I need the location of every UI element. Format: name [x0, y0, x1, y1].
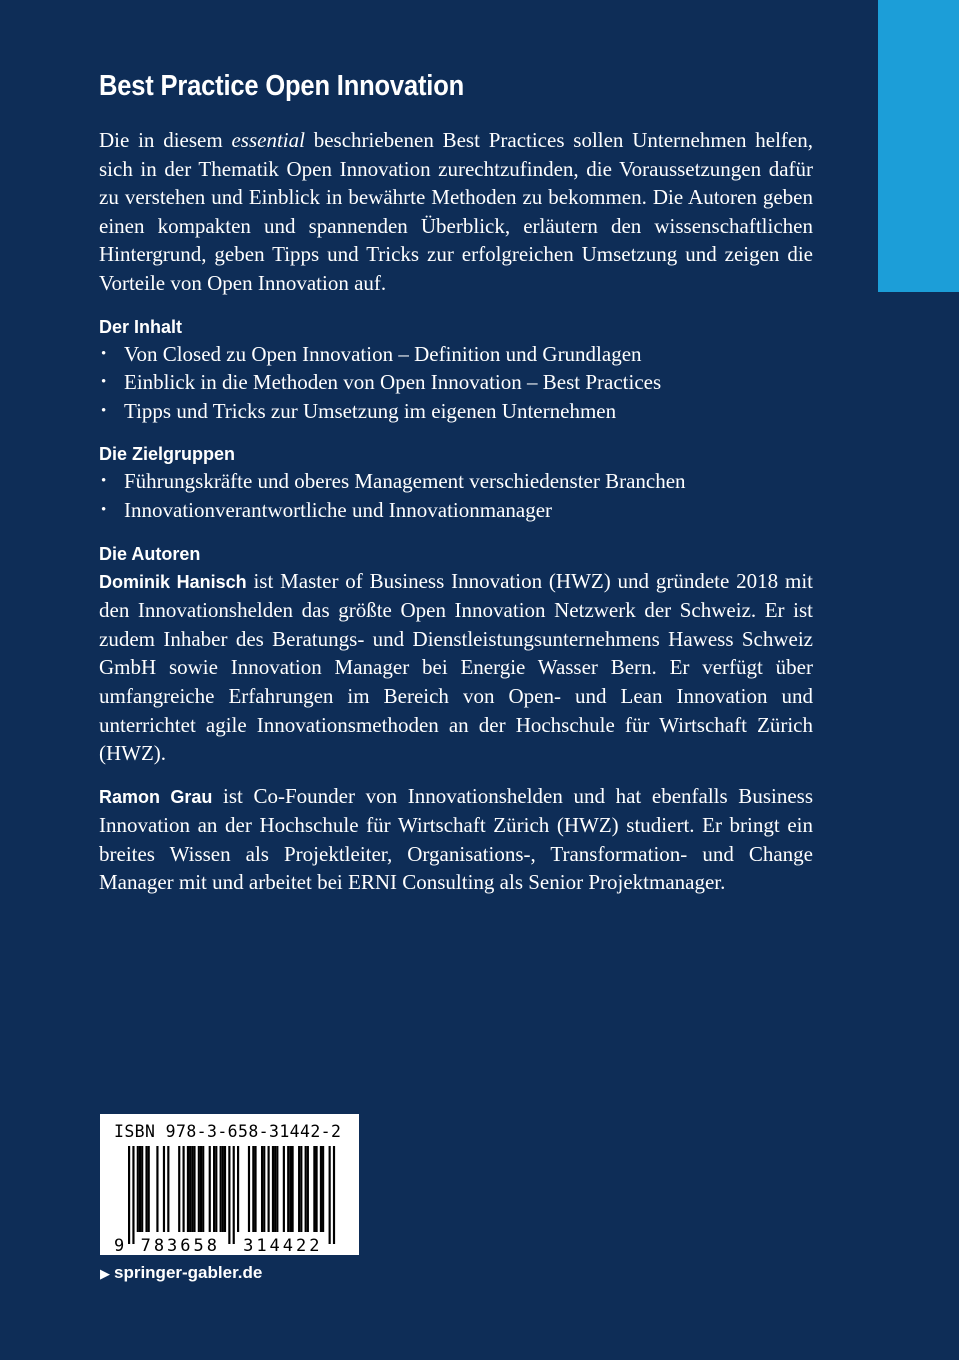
- barcode-guard-bar: [228, 1146, 230, 1244]
- barcode-bar: [139, 1146, 141, 1232]
- list-item: • Einblick in die Methoden von Open Innovation – Best Practices: [99, 368, 813, 397]
- barcode-bar: [167, 1146, 169, 1232]
- isbn-barcode: [100, 1114, 359, 1255]
- intro-text-2: beschriebenen Best Practices sollen Unternehmen helfen, sich in der Thematik Open Innovation zurechtzufinden, die Voraussetzungen dafür zu verstehen und Einblick in bewährte Methoden zu bekommen. Die Autoren geben einen kompakten und spannenden Überblick, erläutern den wissenschaftlichen Hintergrund, geben Tipps und Tricks zur erfolgreichen Umsetzung und zeigen die Vorteile von Open Innovation auf.: [99, 128, 813, 295]
- barcode-bar: [252, 1146, 254, 1232]
- author-name: Ramon Grau: [99, 786, 213, 807]
- intro-text-1: Die in diesem: [99, 128, 232, 152]
- zielgruppen-heading: Die Zielgruppen: [99, 444, 236, 465]
- barcode-guard-bar: [233, 1146, 235, 1244]
- inhalt-heading: Der Inhalt: [99, 316, 183, 337]
- barcode-bar: [248, 1146, 250, 1232]
- bullet-icon: •: [101, 374, 107, 391]
- barcode-bar: [148, 1146, 150, 1232]
- bullet-icon: •: [101, 501, 107, 518]
- barcode-bar: [178, 1146, 180, 1232]
- barcode-guard-bar: [329, 1146, 331, 1244]
- author-bio-hanisch: [99, 567, 813, 768]
- accent-strip: [878, 0, 959, 292]
- isbn-label: ISBN 978-3-658-31442-2: [114, 1122, 342, 1141]
- barcode-bar: [268, 1146, 270, 1232]
- publisher-url: springer-gabler.de: [114, 1263, 263, 1282]
- intro-paragraph: [99, 126, 813, 298]
- play-arrow-icon: ▶: [100, 1266, 110, 1281]
- barcode-bar: [215, 1146, 217, 1232]
- list-item: • Von Closed zu Open Innovation – Definition und Grundlagen: [99, 340, 813, 369]
- list-item: • Innovationverantwortliche und Innovationmanager: [99, 496, 813, 525]
- barcode-bar: [193, 1146, 195, 1232]
- barcode-guard-bar: [128, 1146, 130, 1244]
- barcode-bar: [283, 1146, 285, 1232]
- barcode-digit-group: 314422: [243, 1236, 323, 1255]
- barcode-bar: [298, 1146, 300, 1232]
- barcode-bar: [307, 1146, 309, 1232]
- bullet-icon: •: [101, 402, 107, 419]
- publisher-link[interactable]: [100, 1263, 262, 1283]
- barcode-bar: [300, 1146, 302, 1232]
- author-name: Dominik Hanisch: [99, 571, 247, 592]
- barcode-bar: [191, 1146, 193, 1232]
- barcode-bar: [263, 1146, 265, 1232]
- barcode-bar: [141, 1146, 143, 1232]
- barcode-guard-bar: [333, 1146, 335, 1244]
- barcode-guard-bar: [132, 1146, 134, 1244]
- barcode-bar: [320, 1146, 322, 1232]
- barcode-bar: [322, 1146, 324, 1232]
- inhalt-list: [99, 340, 813, 426]
- barcode-bar: [222, 1146, 224, 1232]
- barcode-bar: [209, 1146, 211, 1232]
- barcode-bar: [183, 1146, 185, 1232]
- bullet-icon: •: [101, 345, 107, 362]
- barcode-bar: [287, 1146, 289, 1232]
- barcode-bar: [198, 1146, 200, 1232]
- barcode-bar: [272, 1146, 274, 1232]
- back-cover-content: [99, 70, 813, 897]
- barcode-bar: [315, 1146, 317, 1232]
- list-item: • Führungskräfte und oberes Management verschiedenster Branchen: [99, 467, 813, 496]
- barcode-bar: [163, 1146, 165, 1232]
- author-bio-text: ist Master of Business Innovation (HWZ) und gründete 2018 mit den Innovationshelden das größte Open Innovation Netzwerk der Schweiz. Er ist zudem Inhaber des Beratungs- und Dienstleistungsunternehmens Hawess Schweiz GmbH sowie Innovation Manager bei Energie Wasser Bern. Er verfügt über umfangreiche Erfahrungen im Bereich von Open- und Lean Innovation und unterrichtet agile Innovationsmethoden an der Hochschule für Wirtschaft Zürich (HWZ).: [99, 568, 814, 766]
- barcode-bar: [274, 1146, 276, 1232]
- author-bio-text: ist Co-Founder von Innovationshelden und hat ebenfalls Business Innovation an der Hochschule für Wirtschaft Zürich (HWZ) studiert. Er bringt ein breites Wissen als Projektleiter, Organisations-, Transformation- und Change Manager mit und arbeitet bei ERNI Consulting als Senior Projektmanager.: [99, 783, 813, 895]
- author-bio-grau: [99, 782, 813, 897]
- barcode-bars: [100, 1114, 359, 1255]
- barcode-bar: [137, 1146, 139, 1232]
- barcode-bar: [313, 1146, 315, 1232]
- autoren-heading: Die Autoren: [99, 543, 201, 564]
- book-title: Best Practice Open Innovation: [99, 70, 465, 102]
- barcode-bar: [156, 1146, 158, 1232]
- barcode-bar: [213, 1146, 215, 1232]
- barcode-bar: [187, 1146, 189, 1232]
- barcode-bar: [145, 1146, 147, 1232]
- barcode-digit-group: 9: [114, 1236, 125, 1255]
- barcode-digit-group: 783658: [140, 1236, 221, 1255]
- barcode-bar: [254, 1146, 256, 1232]
- barcode-bar: [276, 1146, 278, 1232]
- barcode-bar: [237, 1146, 239, 1232]
- barcode-bar: [261, 1146, 263, 1232]
- barcode-bar: [202, 1146, 204, 1232]
- barcode-bar: [292, 1146, 294, 1232]
- intro-emphasis: essential: [231, 128, 305, 152]
- zielgruppen-list: [99, 467, 813, 524]
- barcode-bar: [224, 1146, 226, 1232]
- bullet-icon: •: [101, 473, 107, 490]
- barcode-bar: [200, 1146, 202, 1232]
- barcode-bar: [189, 1146, 191, 1232]
- barcode-bar: [220, 1146, 222, 1232]
- list-item: • Tipps und Tricks zur Umsetzung im eigenen Unternehmen: [99, 397, 813, 426]
- barcode-bar: [305, 1146, 307, 1232]
- barcode-bar: [289, 1146, 291, 1232]
